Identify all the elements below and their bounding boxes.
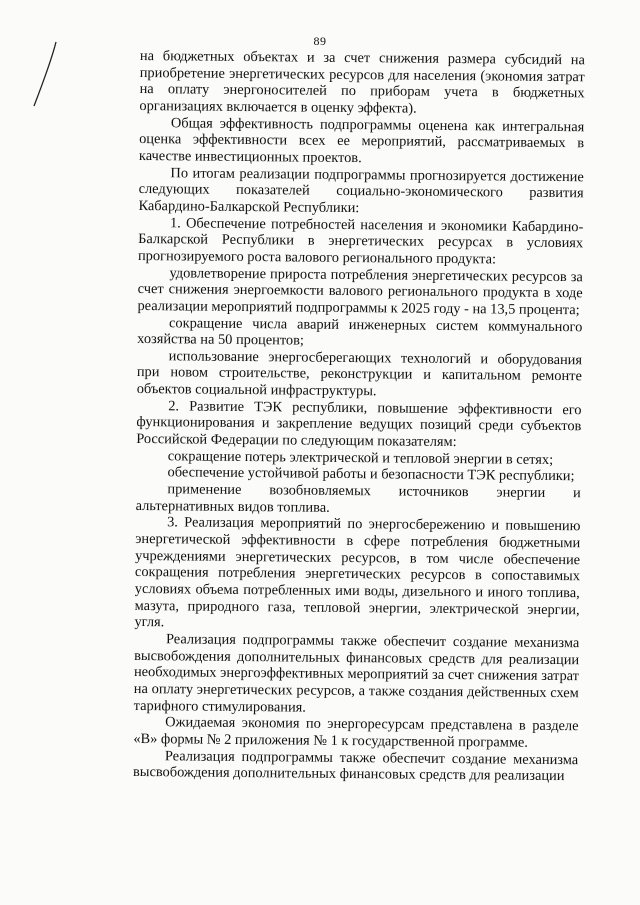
document-body — [133, 48, 585, 785]
paragraph: сокращение потерь электрической и тепловой энергии в сетях; — [167, 448, 554, 468]
handwritten-margin-mark — [30, 40, 60, 110]
paragraph: 2. Развитие ТЭК республики, повышение эффективности его функционирования и закрепление ведущих позиций среди субъектов Российской Федерации по следующим показателям: — [136, 398, 582, 451]
paragraph: Реализация подпрограммы также обеспечит создание механизма высвобождения дополнительных финансовых средств для реализации необходимых энергоэффективных мероприятий за счет снижения затрат на оплату энергетических ресурсов, а также создания действенных схем тарифного стимулирования. — [133, 631, 580, 716]
paragraph: Общая эффективность подпрограммы оценена как интегральная оценка эффективности всех ее мероприятий, рассматриваемых в качестве инвестиционных проектов. — [138, 114, 585, 167]
paragraph: Ожидаемая экономия по энергоресурсам представлена в разделе «В» формы № 2 приложения № 1 к государственной программе. — [133, 714, 579, 751]
paragraph: применение возобновляемых источников энергии и альтернативных видов топлива. — [135, 481, 581, 516]
paragraph: удовлетворение прироста потребления энергетических ресурсов за счет снижения энергоемкости валового регионального продукта в ходе реализации мероприятий подпрограммы к 2025 году - на 13,5 процента; — [137, 264, 583, 319]
paragraph: на бюджетных объектах и за счет снижения размера субсидий на приобретение энергетических ресурсов для населения (экономия затрат на оплату энергоносителей по приборам учета в бюджетных организациях включается в оценку эффекта). — [139, 48, 585, 117]
paragraph: использование энергосберегающих технологий и оборудования при новом строительстве, реконструкции и капитальном ремонте объектов социальной инфраструктуры. — [136, 348, 583, 400]
paragraph: сокращение числа аварий инженерных систем коммунального хозяйства на 50 процентов; — [137, 314, 583, 349]
paragraph: 1. Обеспечение потребностей населения и экономики Кабардино-Балкарской Республики в энергетических ресурсах в условиях прогнозируемого роста валового регионального продукта: — [137, 214, 584, 268]
paragraph: 3. Реализация мероприятий по энергосбережению и повышению энергетической эффективности в сфере потребления бюджетными учреждениями энергетических ресурсов, в том числе обеспечение сокращения потребления энергетических ресурсов в сопоставимых условиях объема потребленных ими воды, дизельного и иного топлива, мазута, природного газа, тепловой энергии, электрической энергии, угля. — [134, 514, 581, 631]
paragraph: По итогам реализации подпрограммы прогнозируется достижение следующих показателей социально-экономического развития Кабардино-Балкарской Республики: — [138, 164, 584, 217]
paragraph: обеспечение устойчивой работы и безопасности ТЭК республики; — [167, 464, 575, 485]
page-number: 89 — [313, 34, 327, 48]
paragraph: Реализация подпрограммы также обеспечит создание механизма высвобождения дополнительных финансовых средств для реализации — [132, 747, 579, 785]
